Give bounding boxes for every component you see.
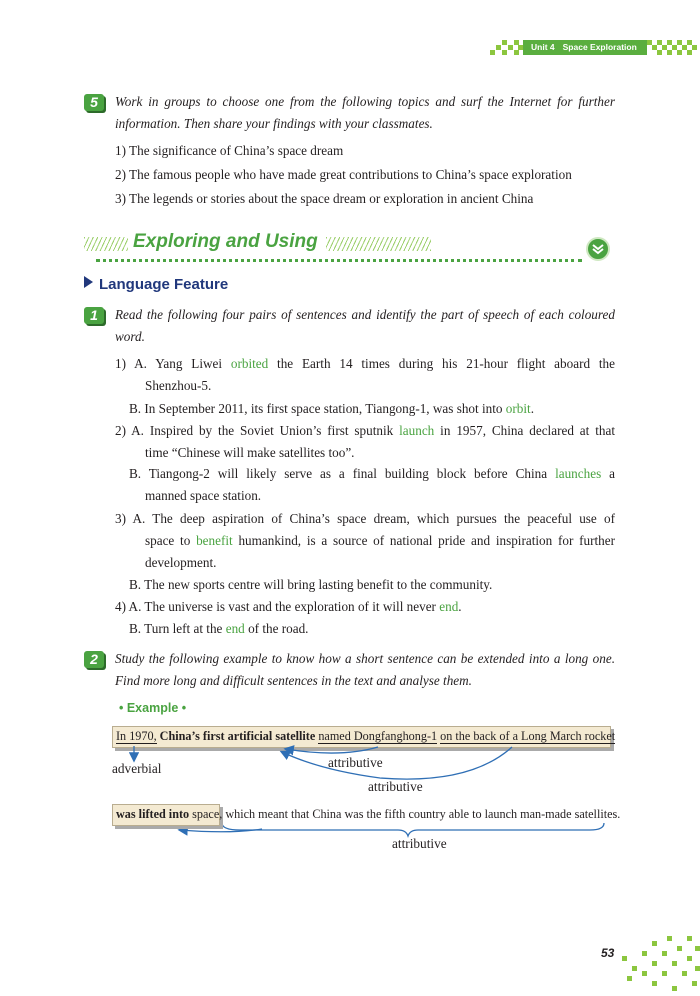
sentence-1a: 1) A. Yang Liwei orbited the Earth 14 times during his 21-hour flight aboard the: [115, 356, 615, 371]
sentence-1b: B. In September 2011, its first space station, Tiangong-1, was shot into orbit.: [129, 401, 535, 416]
attributive-clause: , which meant that China was the fifth country able to launch man-made satellites.: [219, 807, 621, 821]
sentence-2b: B. Tiangong-2 will likely serve as a final building block before China launches a: [129, 466, 616, 481]
sentence-3a: 3) A. The deep aspiration of China’s space dream, which pursues the peaceful use of: [115, 511, 615, 526]
title-hatch-right: [326, 237, 431, 251]
activity-2-instruction: Study the following example to know how a short sentence can be extended into a long one. Find more long and difficult sentences in the text and analyse them.: [115, 651, 615, 688]
header-decoration: [488, 40, 523, 55]
example-sentence-1: [116, 729, 615, 744]
activity-1-instruction: Read the following four pairs of sentences and identify the part of speech of each coloured word.: [115, 307, 615, 344]
adverbial-phrase: In 1970,: [116, 729, 157, 743]
unit-tab: [523, 40, 647, 55]
topic-2: 2) The famous people who have made great contributions to China’s space exploration: [115, 167, 572, 182]
coloured-word: end: [225, 621, 245, 636]
attributive-label-1: attributive: [328, 755, 383, 770]
coloured-word: launch: [399, 423, 435, 438]
attributive-label-3: attributive: [392, 836, 447, 851]
topic-3: 3) The legends or stories about the space dream or exploration in ancient China: [115, 191, 534, 206]
triangle-bullet-icon: [84, 276, 93, 288]
activity-2-badge: 2: [84, 651, 104, 668]
sentence-2a: 2) A. Inspired by the Soviet Union’s first sputnik launch in 1957, China declared at that: [115, 423, 615, 438]
sentence-4b: B. Turn left at the end of the road.: [129, 621, 309, 636]
attributive-phrase-2: on the back of a Long March rocket: [440, 729, 616, 743]
predicate-phrase: was lifted into: [116, 807, 190, 821]
title-hatch-left: [84, 237, 128, 251]
coloured-word: end: [439, 599, 459, 614]
sentence-2a-cont: time “Chinese will make satellites too”.: [145, 445, 355, 460]
section-divider: [96, 259, 582, 262]
sentence-3b: B. The new sports centre will bring lasting benefit to the community.: [129, 577, 493, 592]
sentence-3a-cont2: development.: [145, 555, 217, 570]
page-number: 53: [601, 946, 615, 960]
sentence-3a-cont: space to benefit humankind, is a source of national pride and inspiration for further: [145, 533, 615, 548]
section-title: Exploring and Using: [133, 231, 318, 252]
unit-number: Unit 4: [531, 42, 555, 52]
object-word: space: [192, 807, 220, 821]
attributive-label-2: attributive: [368, 779, 423, 794]
topic-1: 1) The significance of China’s space dream: [115, 143, 344, 158]
sentence-1a-cont: Shenzhou-5.: [145, 378, 212, 393]
subject-phrase: China’s first artificial satellite: [159, 729, 316, 743]
coloured-word: orbit: [505, 401, 531, 416]
footer-decoration: [622, 936, 700, 996]
adverbial-label: adverbial: [112, 761, 162, 776]
activity-1-badge: 1: [84, 307, 104, 324]
header-decoration-right: [647, 40, 700, 55]
sentence-2b-cont: manned space station.: [145, 488, 262, 503]
chevron-down-icon[interactable]: [586, 237, 610, 261]
coloured-word: launches: [555, 466, 602, 481]
coloured-word: benefit: [196, 533, 233, 548]
unit-title: Space Exploration: [562, 42, 637, 52]
example-sentence-2: [116, 807, 620, 822]
coloured-word: orbited: [230, 356, 269, 371]
example-label: • Example •: [119, 701, 187, 715]
sentence-4a: 4) A. The universe is vast and the exploration of it will never end.: [115, 599, 462, 614]
activity-5-badge: 5: [84, 94, 104, 111]
activity-5-instruction: Work in groups to choose one from the following topics and surf the Internet for further information. Then share your findings with your classmates.: [115, 94, 615, 131]
attributive-phrase-1: named Dongfanghong-1: [318, 729, 438, 743]
language-feature-heading: Language Feature: [84, 276, 228, 293]
